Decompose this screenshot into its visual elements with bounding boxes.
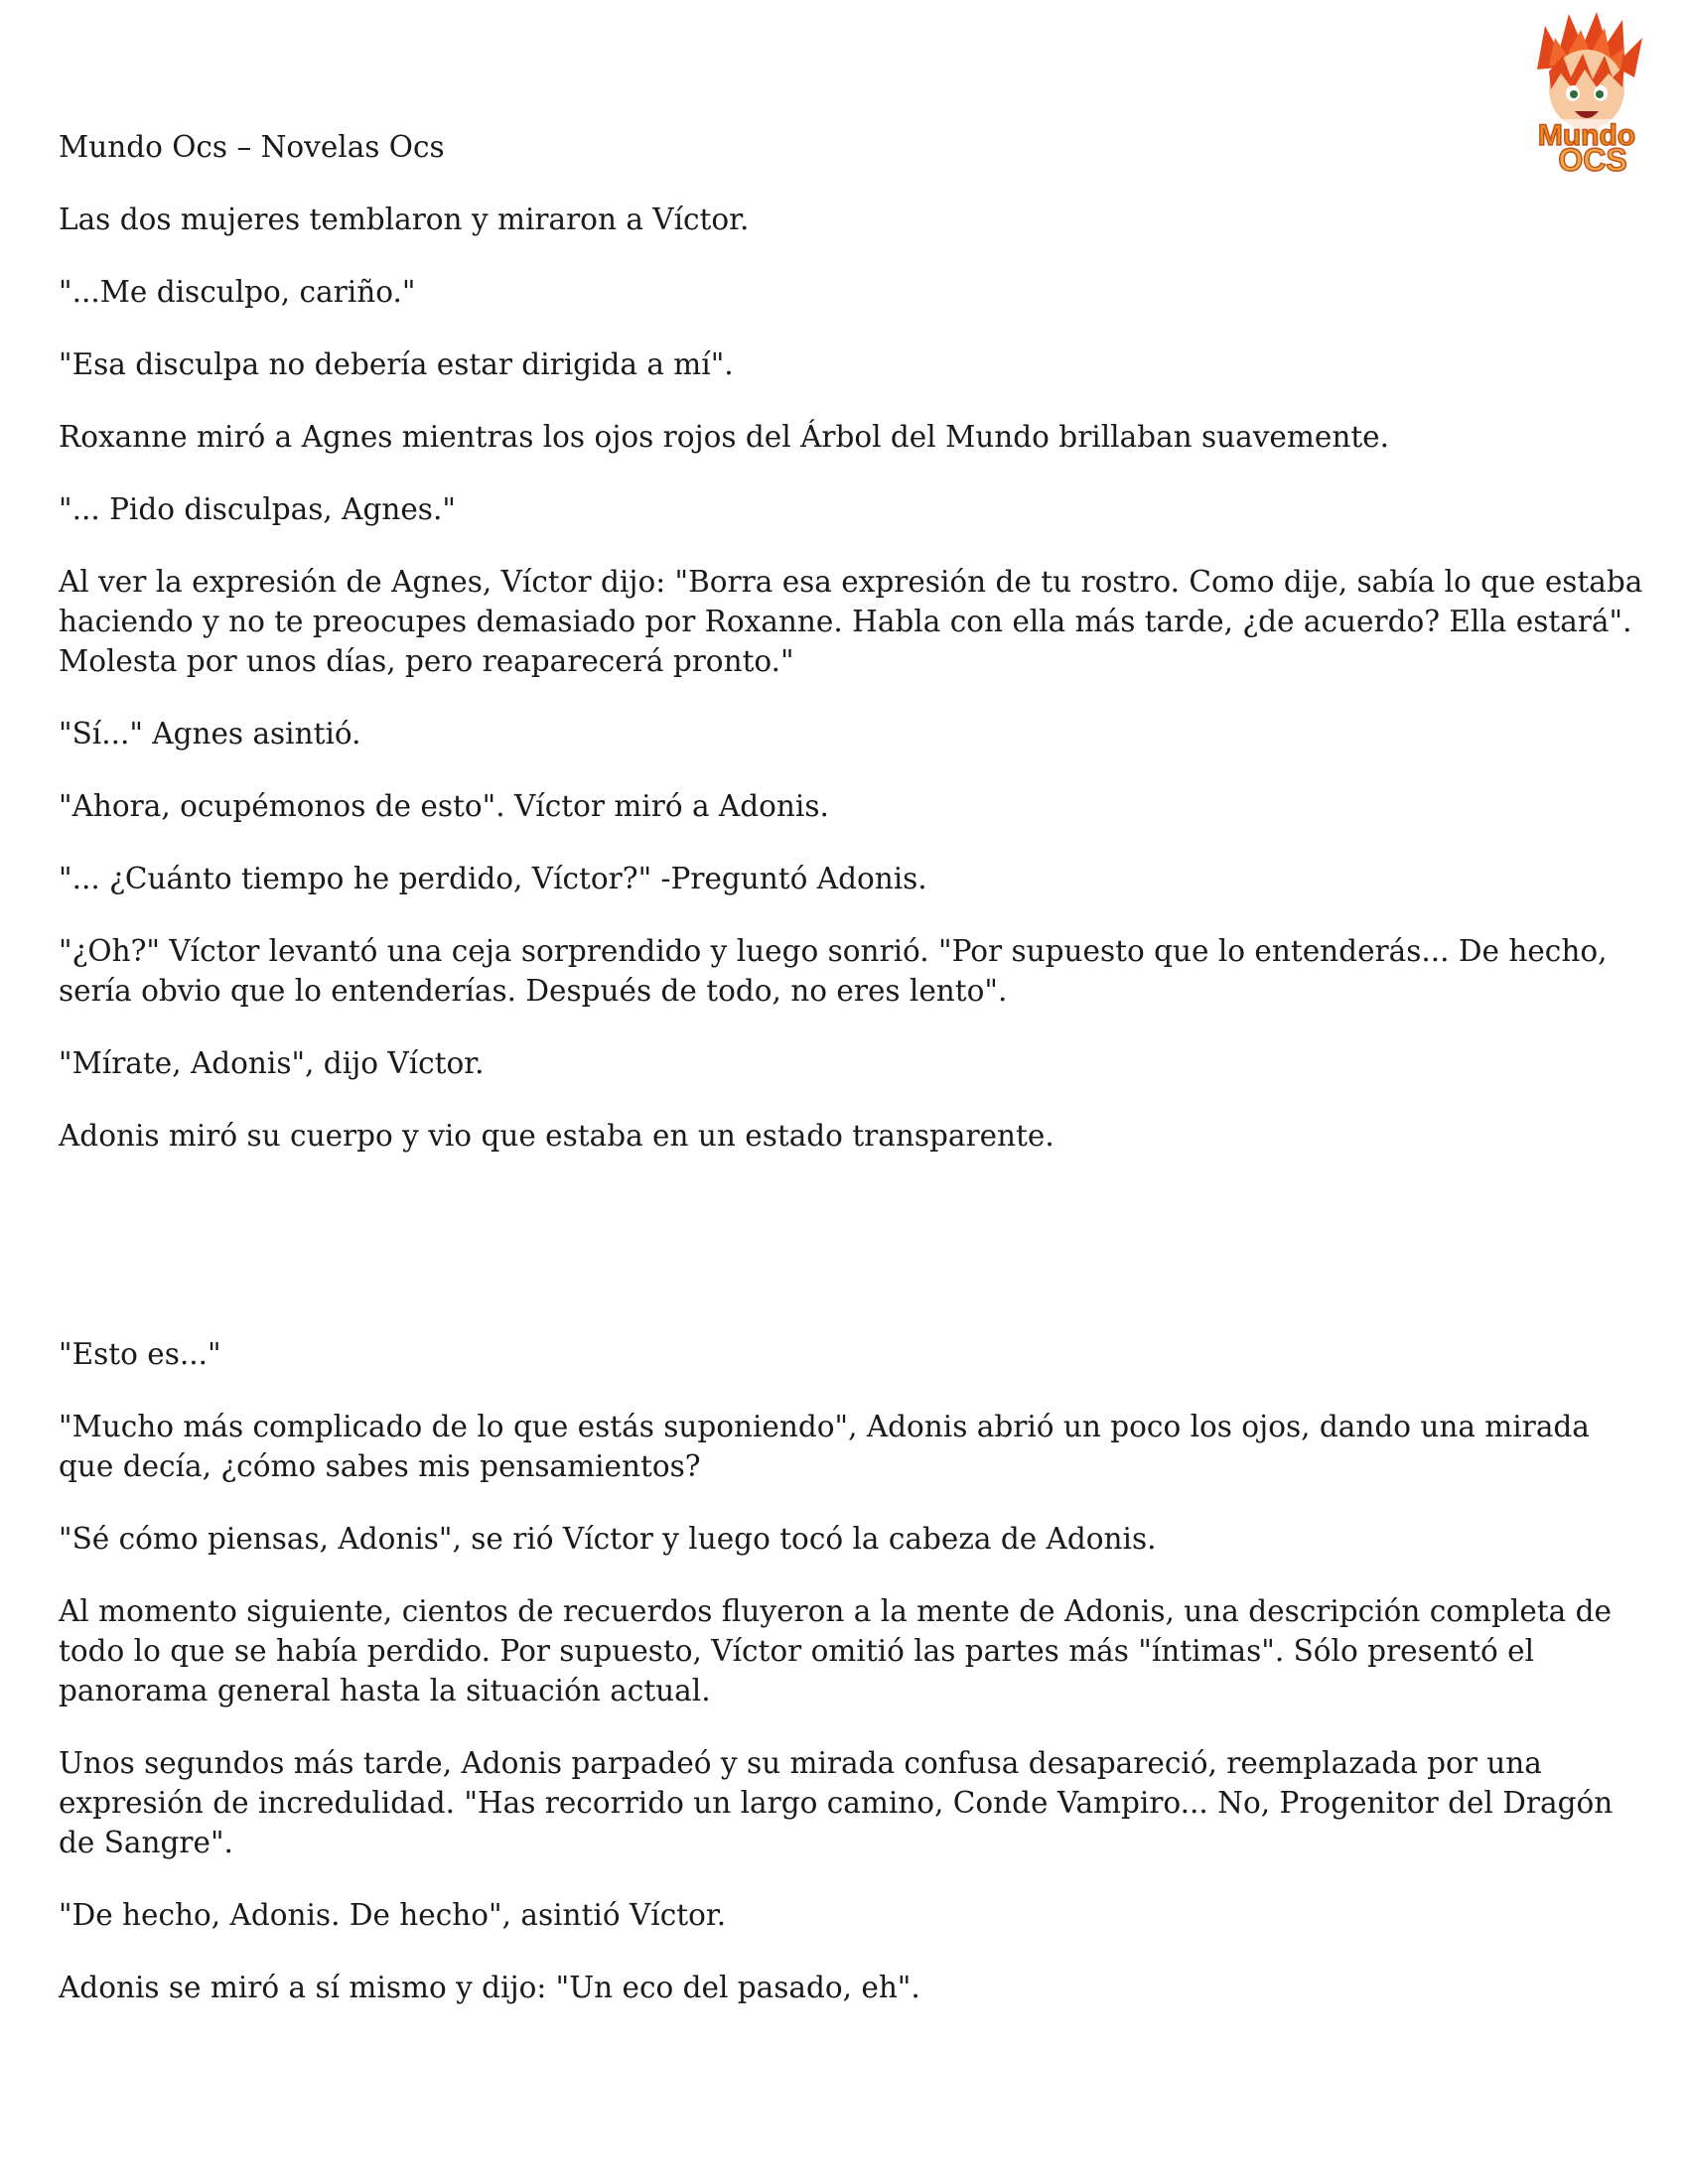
paragraph: Unos segundos más tarde, Adonis parpadeó y su mirada confusa desapareció, reemplazada por una expresión de incredulidad. "Has recorrido un largo camino, Conde Vampiro... No, Progenitor del Dragón de Sangre". [59,1746,1614,1859]
text-section-1 [59,200,1647,1156]
text-section-2 [59,1334,1647,2007]
paragraph: "... Pido disculpas, Agnes." [59,492,456,526]
paragraph: Roxanne miró a Agnes mientras los ojos rojos del Árbol del Mundo brillaban suavemente. [59,420,1390,454]
svg-text:OCS: OCS [1558,142,1627,178]
paragraph: Las dos mujeres temblaron y miraron a Víctor. [59,203,750,236]
paragraph: Adonis miró su cuerpo y vio que estaba en un estado transparente. [59,1119,1055,1153]
paragraph: "Esto es..." [59,1337,221,1371]
paragraph: "Mucho más complicado de lo que estás suponiendo", Adonis abrió un poco los ojos, dando una mirada que decía, ¿cómo sabes mis pensamientos? [59,1410,1590,1483]
paragraph: "... ¿Cuánto tiempo he perdido, Víctor?" -Preguntó Adonis. [59,862,927,895]
section-spacer [59,1188,1647,1334]
paragraph: Adonis se miró a sí mismo y dijo: "Un eco del pasado, eh". [59,1971,920,2004]
paragraph: "¿Oh?" Víctor levantó una ceja sorprendido y luego sonrió. "Por supuesto que lo entenderás... De hecho, sería obvio que lo entenderías. Después de todo, no eres lento". [59,934,1608,1008]
paragraph: "Ahora, ocupémonos de esto". Víctor miró a Adonis. [59,789,829,823]
paragraph: "Mírate, Adonis", dijo Víctor. [59,1046,485,1080]
paragraph: "...Me disculpo, cariño." [59,275,416,309]
document-body [59,127,1647,2040]
paragraph: "Sí..." Agnes asintió. [59,717,361,751]
paragraph: Al momento siguiente, cientos de recuerdos fluyeron a la mente de Adonis, una descripción completa de todo lo que se había perdido. Por supuesto, Víctor omitió las partes más "íntimas". Sólo presentó el panorama general hasta la situación actual. [59,1594,1612,1707]
paragraph: "Sé cómo piensas, Adonis", se rió Víctor y luego tocó la cabeza de Adonis. [59,1522,1157,1556]
svg-text:Mundo: Mundo [1537,119,1636,152]
paragraph: Al ver la expresión de Agnes, Víctor dijo: "Borra esa expresión de tu rostro. Como dije, sabía lo que estaba haciendo y no te preocupes demasiado por Roxanne. Habla con ella más tarde, ¿de acuerdo? Ella estará". Molesta por unos días, pero reaparecerá pronto." [59,565,1643,678]
paragraph: "De hecho, Adonis. De hecho", asintió Víctor. [59,1898,727,1932]
running-header: Mundo Ocs – Novelas Ocs [59,130,445,164]
paragraph: "Esa disculpa no debería estar dirigida a mí". [59,347,734,381]
